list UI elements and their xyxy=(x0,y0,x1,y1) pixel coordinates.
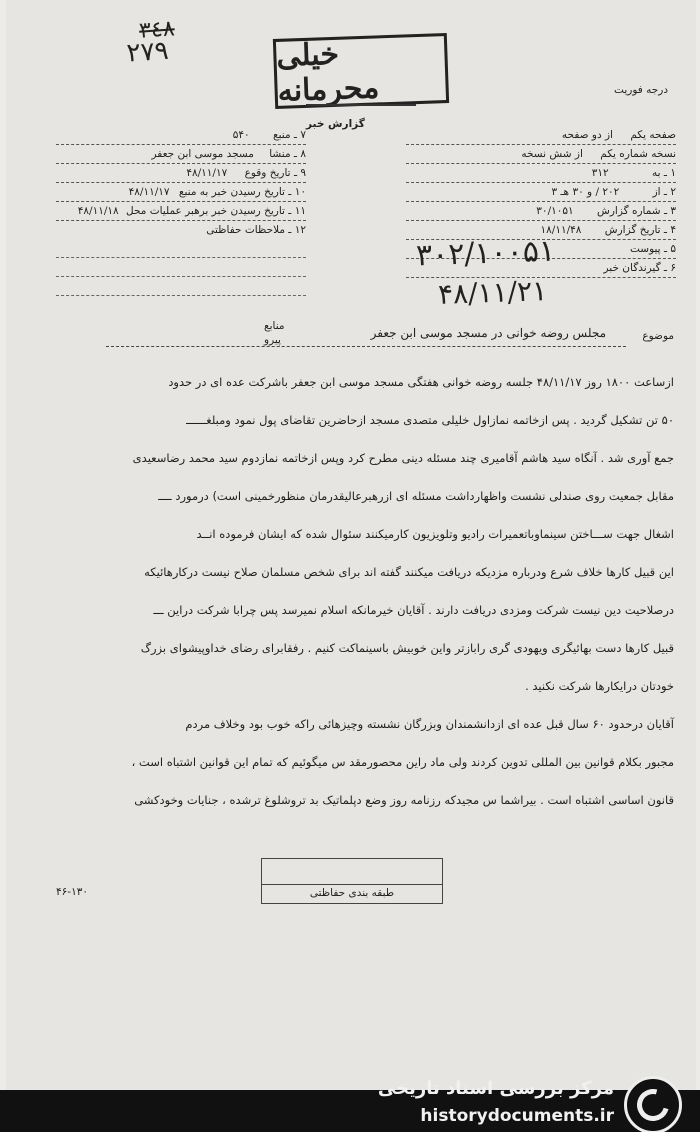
left-field-row: ۱۰ ـ تاریخ رسیدن خبر به منبع ۴۸/۱۱/۱۷ xyxy=(56,183,306,202)
left-field-row: ۱۱ ـ تاریخ رسیدن خبر برهبر عملیات محل ۴۸/۱۱/۱۸ xyxy=(56,202,306,221)
bottom-stamp-label: طبقه بندی حفاظتی xyxy=(262,884,442,899)
handwritten-ref-2: ۴۸/۱۱/۲۱ xyxy=(437,274,548,311)
right-field-row: ۵ ـ پیوست xyxy=(406,240,676,259)
side-note-sources: منابع xyxy=(264,320,285,332)
body-line: آقایان درحدود ۶۰ سال قبل عده ای ازدانشمندان وبزرگان نشسته وچیزهائی راکه خوب بود وخلاف مردم xyxy=(185,717,674,731)
body-line: مقابل جمعیت روی صندلی نشست واظهارداشت مسئله ای ازرهبرعالیقدرمان منظورخمینی است) درمورد ــــ xyxy=(158,489,674,503)
body-line: خودتان درایکارها شرکت نکنید . xyxy=(525,679,674,693)
right-field-row: ۶ ـ گیرندگان خبر xyxy=(406,259,676,278)
report-title: گزارش خبر xyxy=(306,118,365,130)
body-line: قبیل کارها دست بهائیگری ویهودی گری رابازتر واین خوبیش باسینماکت کنیم . رفقابرای رضای خداوپیشوای بزرگ xyxy=(140,641,674,655)
footer-website[interactable]: historydocuments.ir xyxy=(420,1106,614,1126)
handwritten-file-number: ٣٤٨ ۲۷۹ xyxy=(125,16,176,69)
right-field-row: ۳ ـ شماره گزارش ۳۰/۱۰۵۱ xyxy=(406,202,676,221)
subject-label: موضوع xyxy=(642,330,674,342)
right-field-row: صفحه یکم از دو صفحه xyxy=(406,126,676,145)
body-line: مجبور بکلام قوانین بین المللی تدوین کردند ولی ماد راین محصورمقد س میگوئیم که تمام این قوانین اشتباه است ، xyxy=(131,755,674,769)
footer-bar xyxy=(0,1078,700,1132)
stamp-label: خیلی محرمانه xyxy=(275,36,380,109)
left-field-row: ۹ ـ تاریخ وقوع ۴۸/۱۱/۱۷ xyxy=(56,164,306,183)
right-field-row: ۱ ـ به ۳۱۲ xyxy=(406,164,676,183)
body-line: درصلاحیت دین نیست شرکت ومزدی دریافت دارند . آقایان خیرمانکه اسلام نمیرسد پس چرابا شرکت دراین ـــ xyxy=(153,603,674,617)
body-line: ۵۰ تن تشکیل گردید . پس ازخاتمه نمازاول خلیلی متصدی مسجد ازحاضرین تقاضای پول نمود ومبلغــــــ xyxy=(186,413,674,427)
footer-org-name: مرکز بررسی اسناد تاریخی xyxy=(377,1078,614,1099)
left-field-row: ۸ ـ منشا مسجد موسی ابن جعفر xyxy=(56,145,306,164)
page-code: ۴۶-۱۳۰ xyxy=(56,886,88,898)
body-line: اشغال جهت ســـاختن سینماوباتعمیرات رادیو وتلویزیون کارمیکنند سئوال شده که ایشان فرموده انــد xyxy=(196,527,674,541)
stamp-underline xyxy=(306,104,416,106)
body-line: ازساعت ۱۸۰۰ روز ۴۸/۱۱/۱۷ جلسه روضه خوانی هفتگی مسجد موسی ابن جعفر باشرکت عده ای در حدود xyxy=(168,375,674,389)
left-fields xyxy=(56,126,306,296)
classification-stamp xyxy=(273,33,449,109)
body-line: جمع آوری شد . آنگاه سید هاشم آقامیری چند مسئله دینی مطرح کرد وپس ازخاتمه نمازدوم سید محمد رضاسعیدی xyxy=(132,451,674,465)
center-logo-icon xyxy=(624,1076,682,1132)
left-field-row: ۱۲ ـ ملاحظات حفاظتی xyxy=(206,224,306,236)
body-line: قانون اساسی اشتباه است . بیراشما س مجیدکه رزنامه روز وضع دپلماتیک بد تروشلوغ ترشده ، جنایات وخودکشی xyxy=(134,793,674,807)
right-field-row: ۴ ـ تاریخ گزارش ۱۸/۱۱/۴۸ xyxy=(406,221,676,240)
bottom-classification-box xyxy=(261,858,443,904)
handwritten-ref-1: ۳۰۲/۱۰۰۵۱ xyxy=(415,233,556,274)
body-line: این قبیل کارها خلاف شرع ودرباره مزدیکه دریافت میکنند گفته اند برای شخص مسلمان صلاح نیست درکارهائیکه xyxy=(144,565,674,579)
left-field-row: ۷ ـ منبع ۵۴۰ xyxy=(56,126,306,145)
side-note-followup: پیرو xyxy=(264,334,281,346)
right-field-row: ۲ ـ از ۲۰۲ / و ۳۰ هـ ۳ xyxy=(406,183,676,202)
subject-value: مجلس روضه خوانی در مسجد موسی ابن جعفر xyxy=(370,326,606,340)
scanned-document xyxy=(6,0,696,1090)
priority-label: درجه فوریت xyxy=(614,84,668,96)
right-field-row: نسخه شماره یکم از شش نسخه xyxy=(406,145,676,164)
